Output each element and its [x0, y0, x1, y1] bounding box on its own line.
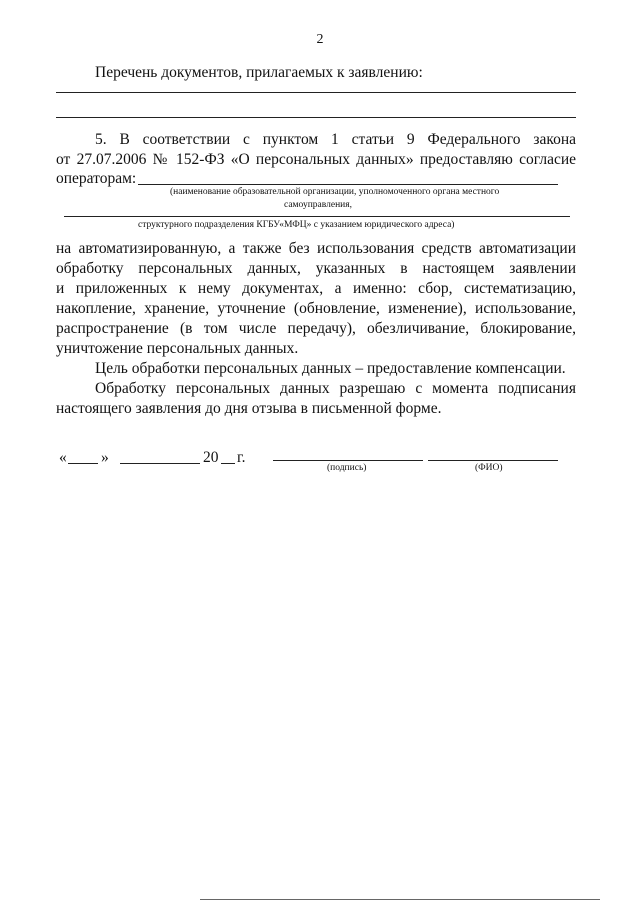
consent-body-4: накопление, хранение, уточнение (обновление, изменение), использование, [56, 300, 576, 317]
date-open-quote: « [59, 449, 67, 466]
permission-line-1: Обработку персональных данных разрешаю с момента подписания [95, 380, 576, 397]
date-day-line [68, 463, 98, 464]
date-year-suffix: г. [237, 449, 246, 466]
consent-body-1: на автоматизированную, а также без использования средств автоматизации [56, 240, 576, 257]
permission-line-2: настоящего заявления до дня отзыва в письменной форме. [56, 400, 442, 417]
date-month-line [120, 463, 200, 464]
operators-hint-2: самоуправления, [284, 200, 352, 210]
documents-heading: Перечень документов, прилагаемых к заявлению: [95, 64, 423, 81]
footer-line [200, 899, 600, 900]
signature-line [273, 460, 423, 461]
consent-body-5: распространение (в том числе передачу), обезличивание, блокирование, [56, 320, 576, 337]
documents-line-2 [56, 117, 576, 118]
processing-purpose: Цель обработки персональных данных – предоставление компенсации. [95, 360, 566, 377]
operators-line [138, 184, 558, 185]
documents-line-1 [56, 92, 576, 93]
operators-line-2 [64, 216, 570, 217]
consent-body-6: уничтожение персональных данных. [56, 340, 299, 357]
date-year-line [221, 463, 235, 464]
consent-line-2: от 27.07.2006 № 152-ФЗ «О персональных данных» предоставляю согласие [56, 151, 576, 168]
page-number: 2 [316, 32, 324, 47]
full-name-line [428, 460, 558, 461]
date-year-prefix: 20 [203, 449, 219, 466]
operators-hint-3: структурного подразделения КГБУ«МФЦ» с указанием юридического адреса) [138, 220, 455, 230]
consent-body-2: обработку персональных данных, указанных в настоящем заявлении [56, 260, 576, 277]
operators-hint-1: (наименование образовательной организации, уполномоченного органа местного [170, 187, 500, 197]
operators-label: операторам: [56, 170, 137, 187]
date-close-quote: » [101, 449, 109, 466]
consent-body-3: и приложенных к нему документах, а именно: сбор, систематизацию, [56, 280, 576, 297]
full-name-label: (ФИО) [475, 463, 503, 473]
consent-line-1: 5. В соответствии с пунктом 1 статьи 9 Федерального закона [95, 131, 576, 148]
signature-label: (подпись) [327, 463, 367, 473]
